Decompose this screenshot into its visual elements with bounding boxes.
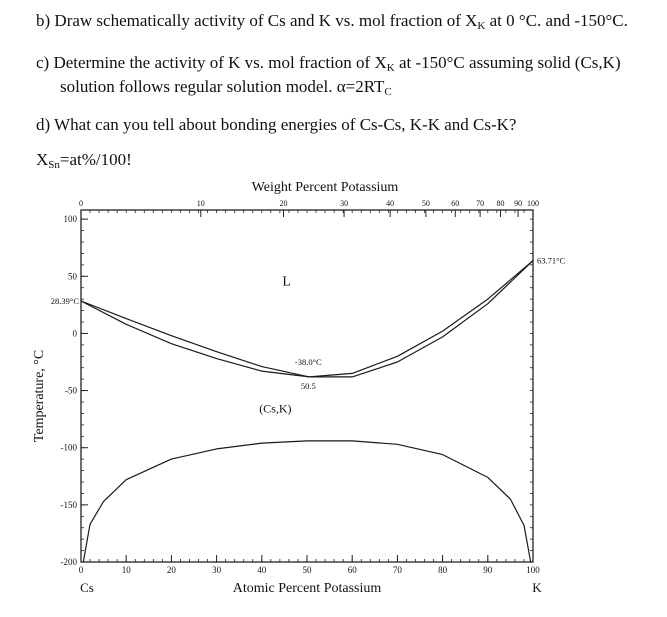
question-b-subscript: K [477,20,486,32]
minimum-composition-label: 50.5 [300,380,316,391]
y-tick-label: 100 [63,214,77,225]
wt-percent-tick-label: 70 [476,199,485,208]
y-axis-title: Temperature, °C [32,349,47,443]
solid-region-label: (Cs,K) [259,401,292,416]
wt-percent-tick-label: 80 [496,199,505,208]
mole-fraction-definition: =at%/100! [59,150,132,169]
question-b-text: b) Draw schematically activity of Cs and K vs. mol fraction of X [36,11,478,30]
question-d-text: d) What can you tell about bonding energies of Cs-Cs, K-K and Cs-K? [36,115,517,134]
y-tick-label: -200 [60,557,77,567]
x-tick-label: 70 [392,565,402,575]
x-tick-label: 20 [166,565,176,575]
labels-group [32,180,566,596]
x-tick-label: 0 [78,565,84,575]
cs-melting-point-label: 28.39°C [50,295,79,306]
y-tick-label: 50 [68,271,77,282]
x-tick-label: 30 [212,565,222,575]
mole-fraction-subscript: Sn [48,159,60,171]
question-c-line2-text: solution follows regular solution model. α=2RT [60,77,385,96]
curves-group [81,261,533,562]
wt-percent-tick-label: 10 [196,199,205,208]
liquid-region-label: L [282,274,291,290]
question-c-line2-subscript: C [384,86,392,98]
k-melting-point-label: 63.71°C [537,255,566,266]
wt-percent-tick-label: 90 [514,199,523,208]
x-tick-label: 50 [302,565,312,575]
y-tick-label: 0 [72,328,77,339]
wt-percent-tick-label: 0 [79,199,83,208]
k-component-label: K [532,580,542,595]
top-axis-title: Weight Percent Potassium [251,180,399,195]
question-c-subscript: K [386,62,395,74]
mole-fraction-symbol: X [36,150,49,169]
wt-percent-tick-label: 40 [386,199,395,208]
minimum-temperature-label: -38.0°C [294,356,322,367]
question-c-text: c) Determine the activity of K vs. mol fraction of X [36,53,387,72]
wt-percent-tick-label: 30 [340,199,349,208]
wt-percent-tick-label: 60 [451,199,460,208]
wt-percent-tick-label: 100 [527,199,539,208]
x-tick-label: 10 [121,565,131,575]
miscibility_gap-curve [83,441,530,562]
question-b-text-end: at 0 °C. and -150°C. [485,11,628,30]
x-tick-label: 40 [257,565,267,575]
x-tick-label: 100 [526,565,540,575]
y-tick-label: -50 [65,385,77,396]
y-tick-label: -150 [60,499,77,510]
wt-percent-tick-label: 50 [421,199,430,208]
x-tick-label: 80 [438,565,448,575]
y-tick-label: -100 [60,442,77,453]
x-tick-label: 90 [483,565,493,575]
x-axis-title: Atomic Percent Potassium [232,581,382,596]
wt-percent-tick-label: 20 [279,199,288,208]
cs-component-label: Cs [80,580,94,595]
question-c-text-end: at -150°C assuming solid (Cs,K) [394,53,621,72]
x-tick-label: 60 [347,565,357,575]
